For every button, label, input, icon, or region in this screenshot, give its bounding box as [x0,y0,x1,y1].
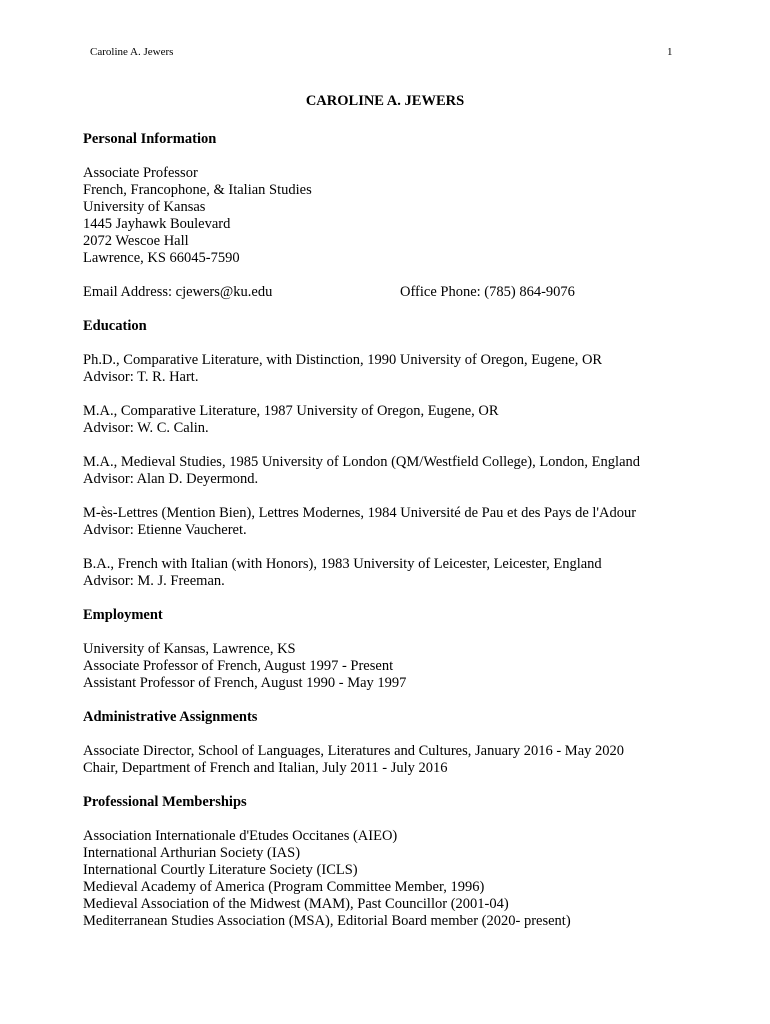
office-phone: Office Phone: (785) 864-9076 [400,284,575,300]
section-heading-personal: Personal Information [83,131,217,147]
membership-line: International Courtly Literature Society (ICLS) [83,862,358,878]
education-advisor: Advisor: M. J. Freeman. [83,573,225,589]
section-heading-education: Education [83,318,147,334]
personal-line: French, Francophone, & Italian Studies [83,182,312,198]
personal-line: 1445 Jayhawk Boulevard [83,216,231,232]
education-degree: B.A., French with Italian (with Honors), 1983 University of Leicester, Leicester, England [83,556,602,572]
education-advisor: Advisor: Etienne Vaucheret. [83,522,247,538]
section-heading-memberships: Professional Memberships [83,794,247,810]
membership-line: International Arthurian Society (IAS) [83,845,301,861]
education-degree: M.A., Medieval Studies, 1985 University of London (QM/Westfield College), London, England [83,454,641,470]
admin-line: Chair, Department of French and Italian, July 2011 - July 2016 [83,760,448,776]
membership-line: Association Internationale d'Etudes Occitanes (AIEO) [83,828,398,844]
membership-line: Medieval Association of the Midwest (MAM), Past Councillor (2001-04) [83,896,509,912]
membership-line: Medieval Academy of America (Program Committee Member, 1996) [83,879,485,895]
admin-line: Associate Director, School of Languages, Literatures and Cultures, January 2016 - May 2020 [83,743,625,759]
contact-row [83,284,723,301]
section-heading-employment: Employment [83,607,163,623]
education-degree: M-ès-Lettres (Mention Bien), Lettres Modernes, 1984 Université de Pau et des Pays de l'Adour [83,505,637,521]
employment-line: University of Kansas, Lawrence, KS [83,641,296,657]
education-degree: Ph.D., Comparative Literature, with Distinction, 1990 University of Oregon, Eugene, OR [83,352,603,368]
page-number: 1 [667,46,673,58]
personal-line: 2072 Wescoe Hall [83,233,189,249]
membership-line: Mediterranean Studies Association (MSA), Editorial Board member (2020- present) [83,913,571,929]
employment-line: Assistant Professor of French, August 1990 - May 1997 [83,675,407,691]
document-title: CAROLINE A. JEWERS [305,93,465,109]
personal-line: Lawrence, KS 66045-7590 [83,250,240,266]
employment-line: Associate Professor of French, August 1997 - Present [83,658,394,674]
education-advisor: Advisor: Alan D. Deyermond. [83,471,259,487]
running-head: Caroline A. Jewers [90,46,174,58]
education-degree: M.A., Comparative Literature, 1987 University of Oregon, Eugene, OR [83,403,499,419]
personal-line: University of Kansas [83,199,206,215]
education-advisor: Advisor: W. C. Calin. [83,420,209,436]
section-heading-admin: Administrative Assignments [83,709,258,725]
cv-content [83,131,723,930]
personal-line: Associate Professor [83,165,198,181]
education-advisor: Advisor: T. R. Hart. [83,369,199,385]
email-address: Email Address: cjewers@ku.edu [83,284,273,300]
